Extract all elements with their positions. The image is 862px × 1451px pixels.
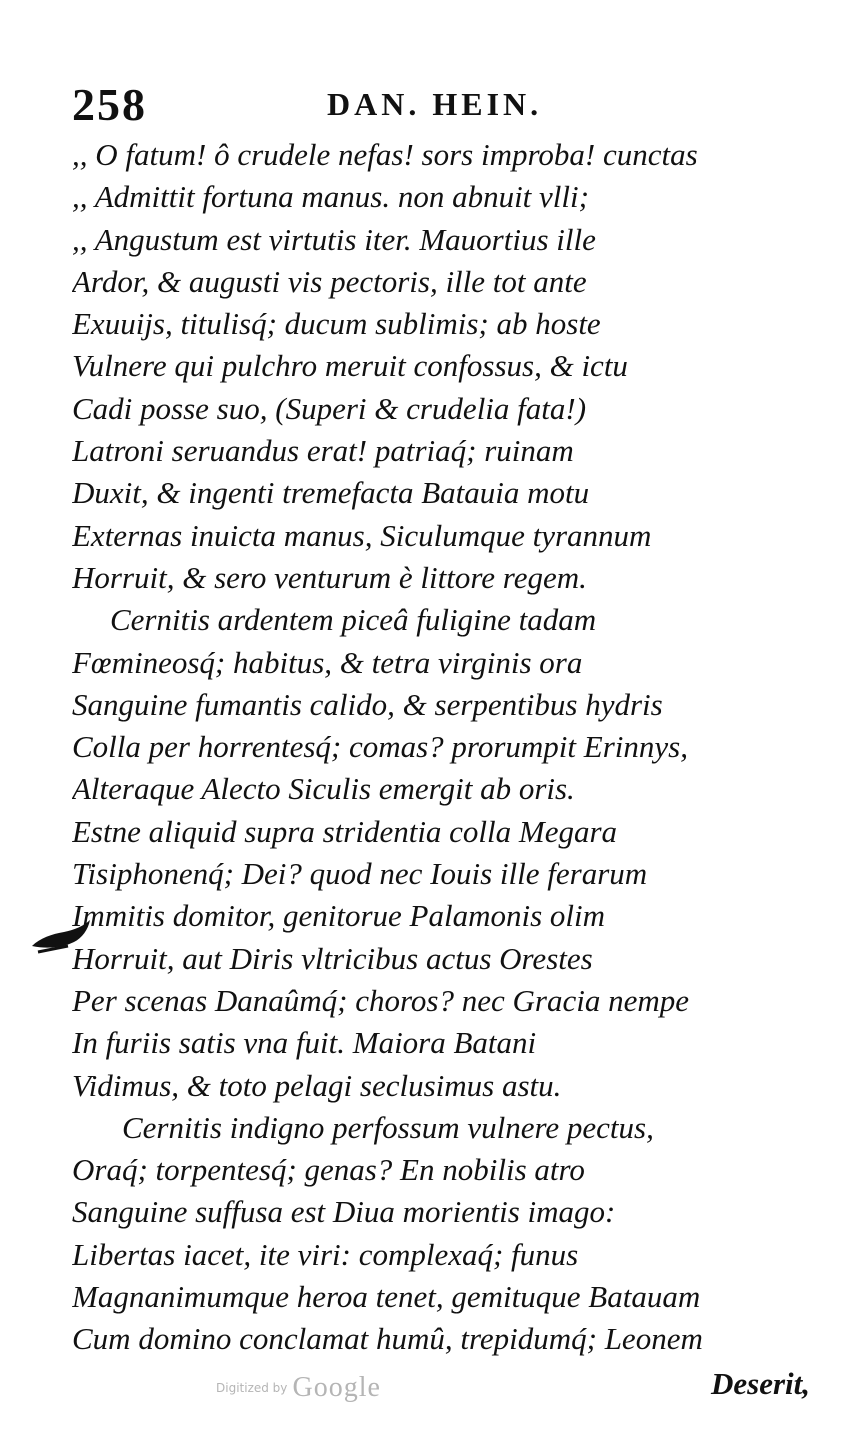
watermark-brand: Google <box>292 1372 381 1403</box>
verse-block <box>72 134 832 1361</box>
verse-line: Horruit, & sero venturum è littore regem. <box>72 559 587 595</box>
page-number: 258 <box>72 79 147 130</box>
verse-line: Tisiphonenq́; Dei? quod nec Iouis ille ferarum <box>72 856 648 892</box>
running-head: DAN. HEIN. <box>327 86 543 122</box>
verse-line: Per scenas Danaûmq́; choros? nec Gracia nempe <box>72 982 689 1018</box>
verse-line: Latroni seruandus erat! patriaq́; ruinam <box>72 433 574 469</box>
watermark-prefix: Digitized by <box>216 1381 288 1395</box>
verse-line: Oraq́; torpentesq́; genas? En nobilis atro <box>72 1152 585 1188</box>
verse-line: Exuuijs, titulisq́; ducum sublimis; ab hoste <box>72 306 601 342</box>
verse-line: Vidimus, & toto pelagi seclusimus astu. <box>72 1067 562 1103</box>
verse-line: Colla per horrentesq́; comas? prorumpit Erinnys, <box>72 729 688 765</box>
catchword: Deserit, <box>710 1366 810 1401</box>
verse-line: Alteraque Alecto Siculis emergit ab oris. <box>72 771 575 807</box>
verse-line: Cadi posse suo, (Superi & crudelia fata!) <box>72 390 587 426</box>
verse-line: Externas inuicta manus, Siculumque tyrannum <box>72 517 652 553</box>
verse-line: ,, Admittit fortuna manus. non abnuit vlli; <box>72 179 589 215</box>
verse-line: Ardor, & augusti vis pectoris, ille tot ante <box>72 263 587 299</box>
verse-line: Horruit, aut Diris vltricibus actus Orestes <box>72 940 593 976</box>
page-header <box>72 72 792 132</box>
verse-line: Cernitis ardentem piceâ fuligine tadam <box>110 602 597 638</box>
verse-line: Fœmineosq́; habitus, & tetra virginis ora <box>72 644 583 680</box>
verse-line: Libertas iacet, ite viri: complexaq́; funus <box>72 1236 579 1272</box>
verse-line: Vulnere qui pulchro meruit confossus, & ictu <box>72 348 628 384</box>
verse-line: Cernitis indigno perfossum vulnere pectus, <box>122 1109 654 1145</box>
verse-line: Sanguine fumantis calido, & serpentibus hydris <box>72 686 663 722</box>
verse-line: Estne aliquid supra stridentia colla Megara <box>72 813 618 849</box>
verse-line: ,, Angustum est virtutis iter. Mauortius ille <box>72 221 596 257</box>
verse-line: Immitis domitor, genitorue Palamonis olim <box>72 898 606 934</box>
verse-line: Duxit, & ingenti tremefacta Batauia motu <box>72 475 590 511</box>
verse-line: ,, O fatum! ô crudele nefas! sors improba! cunctas <box>72 137 698 172</box>
verse-line: Sanguine suffusa est Diua morientis imago: <box>72 1194 616 1230</box>
verse-line: Magnanimumque heroa tenet, gemituque Batauam <box>72 1279 701 1315</box>
verse-line: In furiis satis vna fuit. Maiora Batani <box>72 1025 537 1061</box>
digitized-watermark <box>216 1372 381 1404</box>
verse-line: Cum domino conclamat humû, trepidumq́; Leonem <box>72 1321 703 1357</box>
